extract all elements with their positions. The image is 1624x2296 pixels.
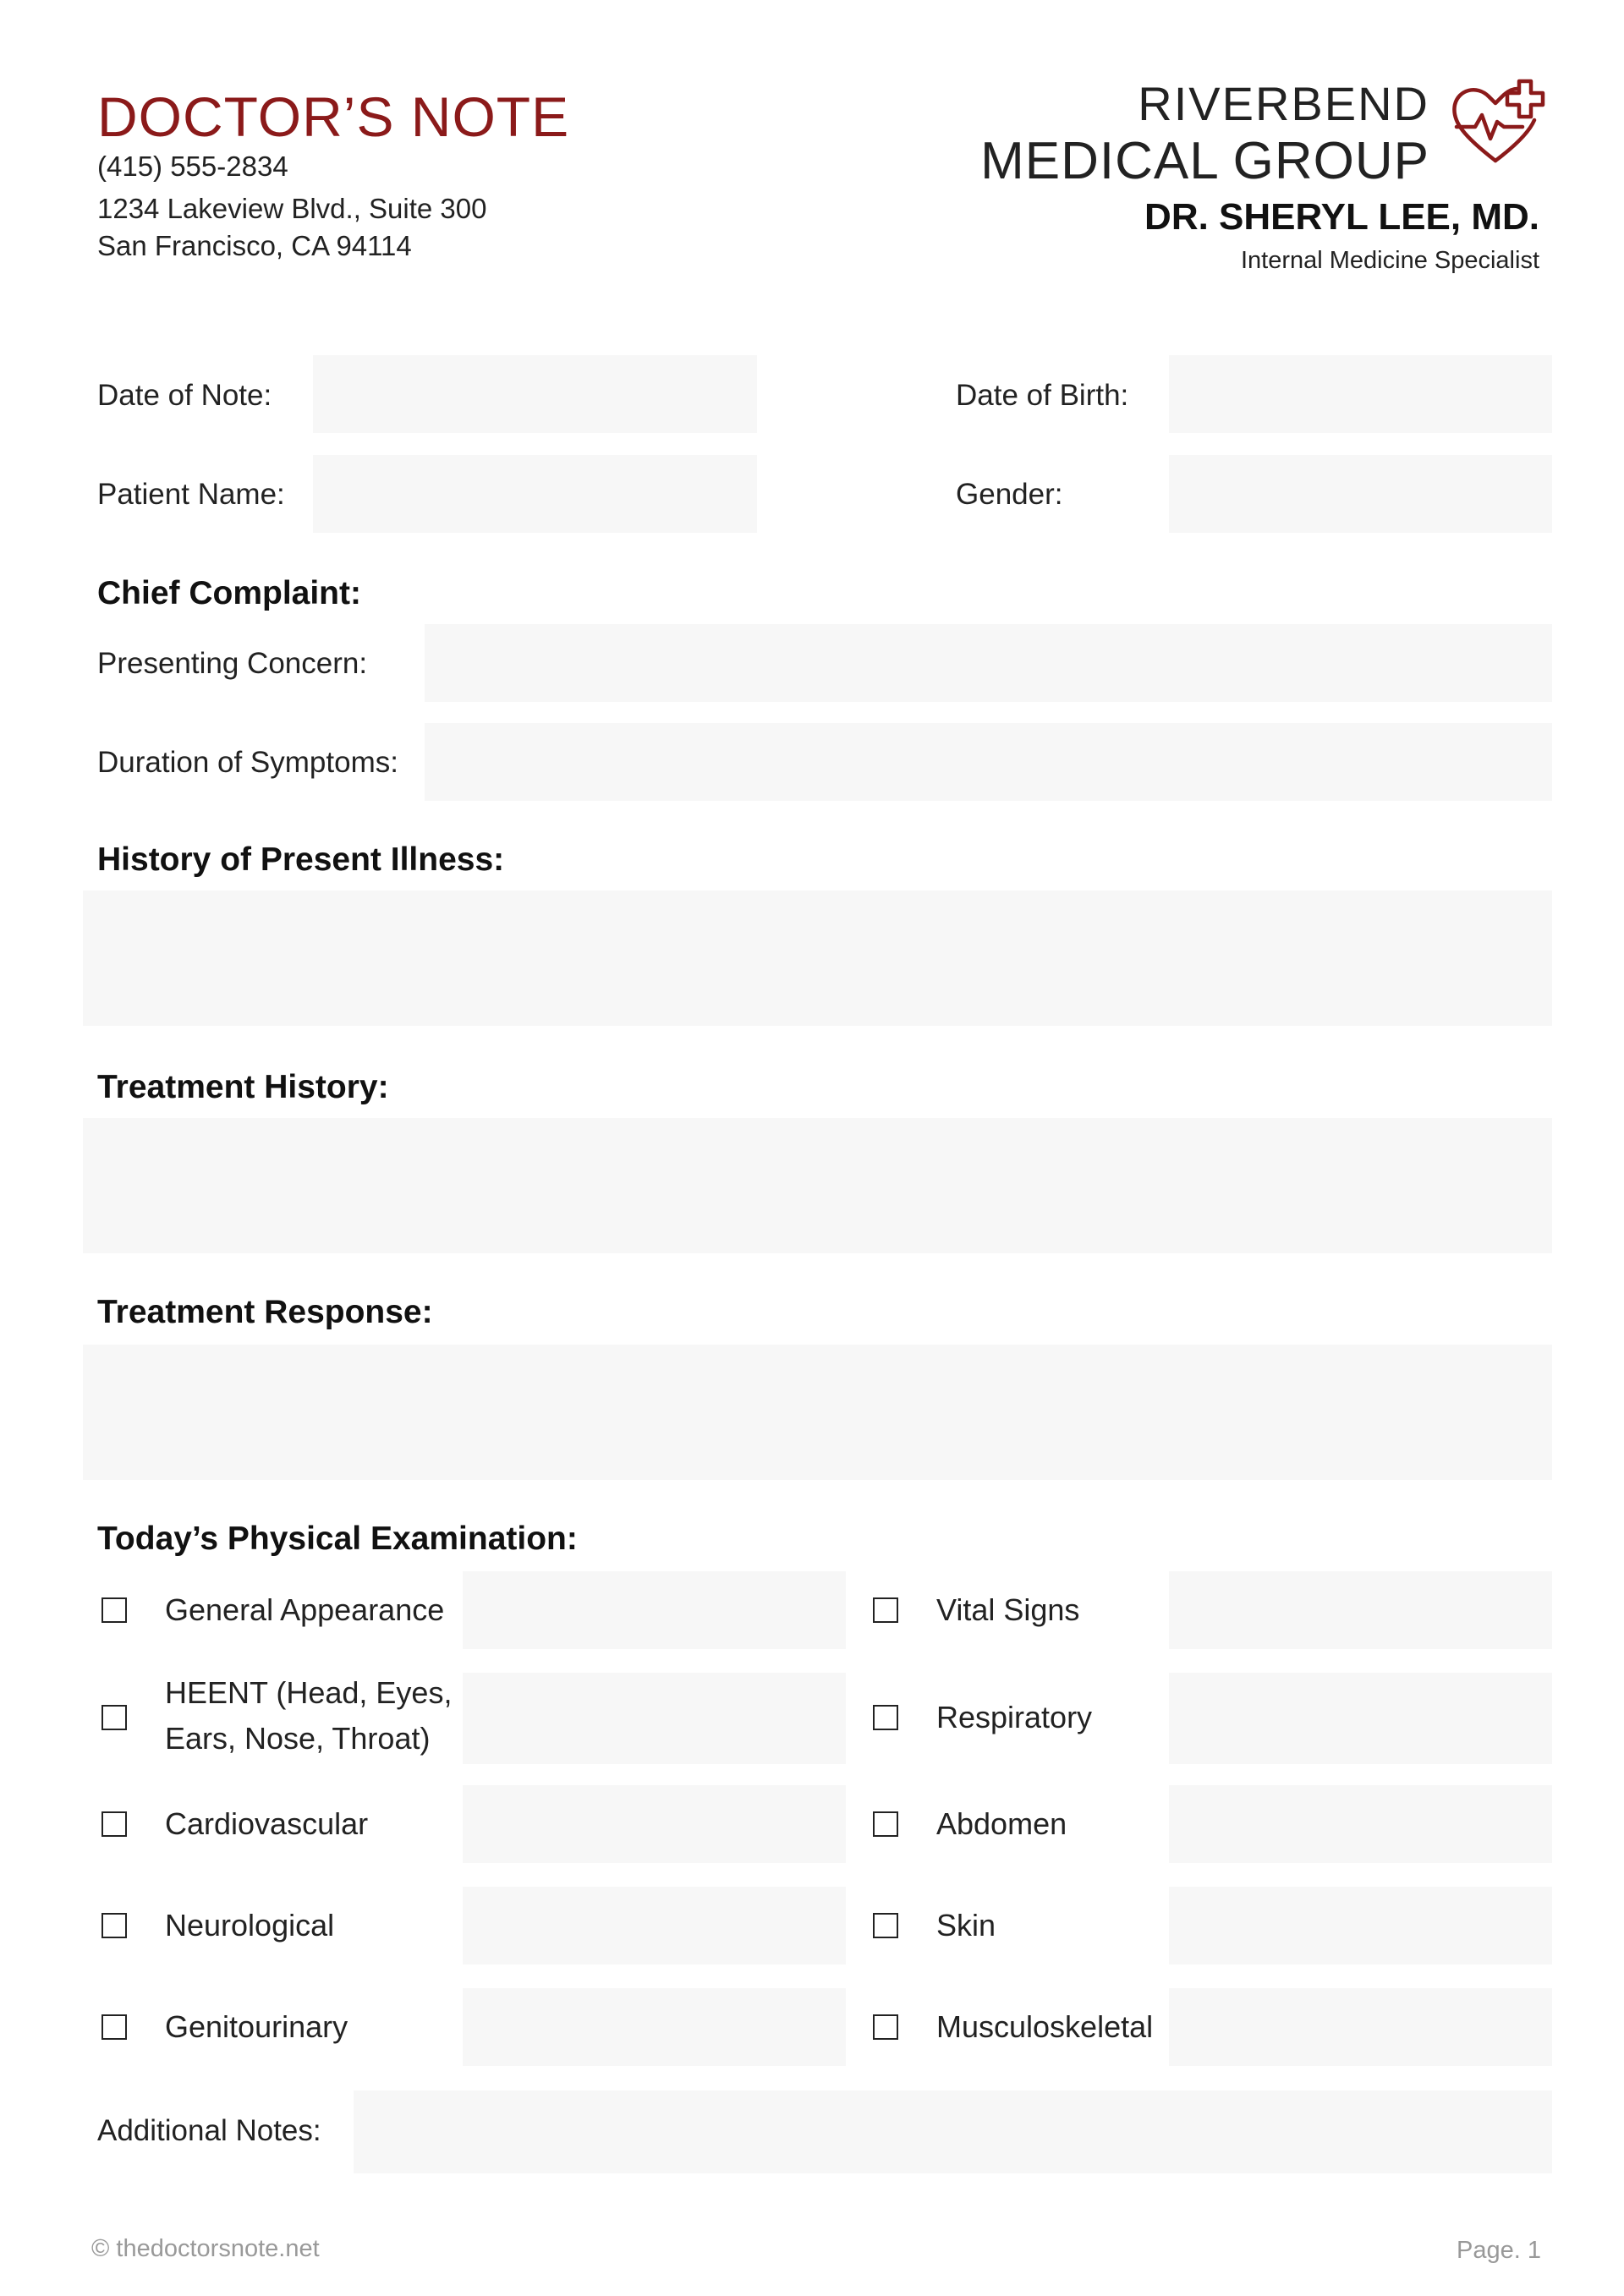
checkbox-musculoskeletal[interactable]	[873, 2014, 898, 2040]
general-appearance-field[interactable]	[463, 1571, 846, 1649]
respiratory-label: Respiratory	[936, 1700, 1093, 1734]
general-appearance-label: General Appearance	[165, 1592, 445, 1627]
treatment-history-heading: Treatment History:	[97, 1069, 389, 1105]
footer-page-number: Page. 1	[1457, 2237, 1541, 2264]
heent-field[interactable]	[463, 1673, 846, 1764]
abdomen-field[interactable]	[1169, 1785, 1552, 1863]
presenting-concern-field[interactable]	[425, 624, 1552, 702]
duration-of-symptoms-field[interactable]	[425, 723, 1552, 801]
additional-notes-label: Additional Notes:	[97, 2114, 321, 2147]
treatment-response-heading: Treatment Response:	[97, 1294, 433, 1330]
checkbox-cardiovascular[interactable]	[102, 1811, 127, 1837]
cardiovascular-field[interactable]	[463, 1785, 846, 1863]
musculoskeletal-field[interactable]	[1169, 1988, 1552, 2066]
heart-cross-icon	[1448, 78, 1548, 166]
vital-signs-label: Vital Signs	[936, 1592, 1080, 1627]
vital-signs-field[interactable]	[1169, 1571, 1552, 1649]
duration-of-symptoms-label: Duration of Symptoms:	[97, 746, 398, 779]
chief-complaint-heading: Chief Complaint:	[97, 575, 361, 611]
gender-field[interactable]	[1169, 455, 1552, 533]
history-of-present-illness-field[interactable]	[83, 890, 1552, 1026]
checkbox-heent[interactable]	[102, 1705, 127, 1730]
checkbox-genitourinary[interactable]	[102, 2014, 127, 2040]
musculoskeletal-label: Musculoskeletal	[936, 2009, 1154, 2044]
checkbox-general-appearance[interactable]	[102, 1597, 127, 1623]
patient-name-label: Patient Name:	[97, 478, 285, 511]
skin-label: Skin	[936, 1908, 996, 1943]
date-of-note-field[interactable]	[313, 355, 757, 433]
address-line-1: 1234 Lakeview Blvd., Suite 300	[97, 193, 487, 224]
phone-number: (415) 555-2834	[97, 151, 288, 182]
checkbox-neurological[interactable]	[102, 1913, 127, 1938]
doctor-name: DR. SHERYL LEE, MD.	[1144, 196, 1539, 238]
logo-text-medical-group: MEDICAL GROUP	[980, 132, 1429, 190]
presenting-concern-label: Presenting Concern:	[97, 647, 368, 680]
treatment-response-field[interactable]	[83, 1345, 1552, 1480]
skin-field[interactable]	[1169, 1887, 1552, 1964]
neurological-label: Neurological	[165, 1908, 335, 1943]
document-title: DOCTOR’S NOTE	[97, 85, 570, 148]
logo-text-riverbend: RIVERBEND	[1138, 77, 1429, 130]
footer-copyright: © thedoctorsnote.net	[91, 2235, 320, 2262]
cardiovascular-label: Cardiovascular	[165, 1806, 369, 1841]
physical-examination-heading: Today’s Physical Examination:	[97, 1521, 578, 1557]
heent-label: HEENT (Head, Eyes, Ears, Nose, Throat)	[165, 1675, 453, 1756]
abdomen-label: Abdomen	[936, 1806, 1067, 1841]
checkbox-vital-signs[interactable]	[873, 1597, 898, 1623]
history-of-present-illness-heading: History of Present Illness:	[97, 841, 505, 878]
gender-label: Gender:	[956, 478, 1063, 511]
date-of-birth-field[interactable]	[1169, 355, 1552, 433]
checkbox-abdomen[interactable]	[873, 1811, 898, 1837]
genitourinary-field[interactable]	[463, 1988, 846, 2066]
doctor-specialty: Internal Medicine Specialist	[1240, 247, 1539, 274]
genitourinary-label: Genitourinary	[165, 2009, 348, 2044]
patient-name-field[interactable]	[313, 455, 757, 533]
additional-notes-field[interactable]	[354, 2091, 1552, 2173]
treatment-history-field[interactable]	[83, 1118, 1552, 1253]
date-of-note-label: Date of Note:	[97, 379, 272, 412]
address-line-2: San Francisco, CA 94114	[97, 230, 412, 261]
date-of-birth-label: Date of Birth:	[956, 379, 1129, 412]
checkbox-respiratory[interactable]	[873, 1705, 898, 1730]
checkbox-skin[interactable]	[873, 1913, 898, 1938]
respiratory-field[interactable]	[1169, 1673, 1552, 1764]
neurological-field[interactable]	[463, 1887, 846, 1964]
